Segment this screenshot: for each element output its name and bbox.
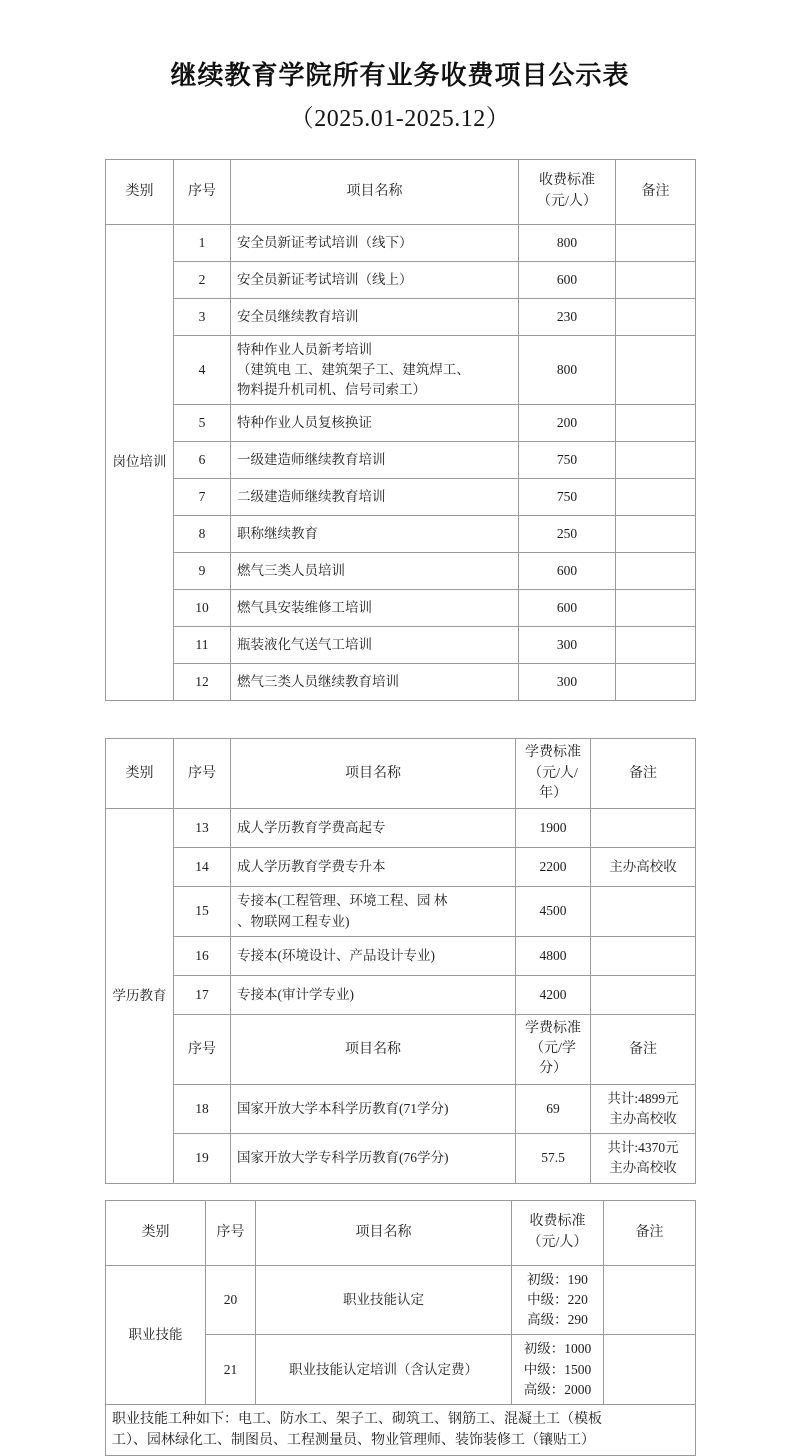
subheader-serial: 序号 <box>174 1014 231 1084</box>
row-item-name: 职称继续教育 <box>231 516 519 553</box>
table-row <box>106 887 696 937</box>
header-fee-line2: （元/人） <box>527 1234 588 1250</box>
header-fee-line1: 收费标准 <box>529 1214 586 1230</box>
fee-level-intermediate: 中级：1500 <box>523 1361 592 1377</box>
row-fee: 69 <box>516 1084 591 1134</box>
subheader-item-name: 项目名称 <box>231 1014 516 1084</box>
table-1-header-row <box>106 159 696 224</box>
row-item-name: 安全员新证考试培训（线下） <box>231 224 519 261</box>
row-item-name: 燃气三类人员培训 <box>231 553 519 590</box>
fee-level-intermediate: 中级：220 <box>527 1291 588 1307</box>
header-item-name: 项目名称 <box>231 159 519 224</box>
row-serial: 4 <box>174 335 231 405</box>
row-item-name: 国家开放大学本科学历教育(71学分) <box>231 1084 516 1134</box>
row-note <box>591 936 696 975</box>
row-item-name: 特种作业人员复核换证 <box>231 405 519 442</box>
item-name-line2: （建筑电 工、建筑架子工、建筑焊工、 <box>237 361 470 377</box>
header-fee-standard <box>512 1200 604 1265</box>
row-serial: 21 <box>206 1335 256 1405</box>
category-cell-academic-education: 学历教育 <box>106 809 174 1183</box>
category-cell-post-training: 岗位培训 <box>106 224 174 701</box>
note-line1: 共计:4370元 <box>607 1140 679 1156</box>
row-serial: 16 <box>174 936 231 975</box>
row-fee: 750 <box>519 442 616 479</box>
row-serial: 10 <box>174 590 231 627</box>
table-row <box>106 553 696 590</box>
row-serial: 7 <box>174 479 231 516</box>
row-fee: 300 <box>519 627 616 664</box>
fee-level-junior: 初级：190 <box>527 1271 588 1287</box>
table-2-subheader-row <box>106 1014 696 1084</box>
row-serial: 17 <box>174 975 231 1014</box>
table-row <box>106 975 696 1014</box>
row-fee <box>512 1265 604 1335</box>
row-note <box>591 887 696 937</box>
row-fee: 57.5 <box>516 1134 591 1184</box>
row-serial: 1 <box>174 224 231 261</box>
table-row <box>106 809 696 848</box>
fee-level-junior: 初级：1000 <box>523 1341 592 1357</box>
header-fee-standard <box>519 159 616 224</box>
row-note <box>616 516 696 553</box>
row-fee: 1900 <box>516 809 591 848</box>
row-note <box>591 1084 696 1134</box>
subheader-fee-line2: （元/学分） <box>530 1041 576 1077</box>
row-item-name: 国家开放大学专科学历教育(76学分) <box>231 1134 516 1184</box>
table-row <box>106 590 696 627</box>
header-tuition-standard <box>516 739 591 809</box>
row-serial: 9 <box>174 553 231 590</box>
row-item-name: 燃气三类人员继续教育培训 <box>231 664 519 701</box>
table-row <box>106 516 696 553</box>
row-fee: 300 <box>519 664 616 701</box>
row-fee: 4200 <box>516 975 591 1014</box>
table-row <box>106 664 696 701</box>
row-fee <box>512 1335 604 1405</box>
header-note: 备注 <box>604 1200 696 1265</box>
row-fee: 4800 <box>516 936 591 975</box>
table-3-wrapper <box>105 1200 695 1456</box>
subheader-tuition-standard <box>516 1014 591 1084</box>
header-note: 备注 <box>591 739 696 809</box>
header-fee-line1: 收费标准 <box>539 173 595 189</box>
row-serial: 19 <box>174 1134 231 1184</box>
row-note <box>616 405 696 442</box>
footer-note-line2: 工）、园林绿化工、制图员、工程测量员、物业管理师、装饰装修工（镶贴工） <box>112 1433 595 1449</box>
row-serial: 12 <box>174 664 231 701</box>
header-serial: 序号 <box>206 1200 256 1265</box>
header-serial: 序号 <box>174 739 231 809</box>
fee-table-vocational-skills <box>105 1200 696 1456</box>
row-serial: 13 <box>174 809 231 848</box>
row-fee: 800 <box>519 335 616 405</box>
subheader-fee-line1: 学费标准 <box>525 1020 581 1036</box>
row-serial: 3 <box>174 298 231 335</box>
header-category: 类别 <box>106 739 174 809</box>
page-title: 继续教育学院所有业务收费项目公示表 <box>170 61 630 90</box>
table-1-wrapper <box>105 159 695 702</box>
row-note <box>616 627 696 664</box>
category-cell-vocational-skills: 职业技能 <box>106 1265 206 1405</box>
table-row <box>106 224 696 261</box>
row-item-name: 安全员继续教育培训 <box>231 298 519 335</box>
row-serial: 6 <box>174 442 231 479</box>
row-serial: 5 <box>174 405 231 442</box>
fee-table-post-training <box>105 159 696 702</box>
fee-level-senior: 高级：2000 <box>523 1381 592 1397</box>
row-item-name <box>231 887 516 937</box>
page-subtitle: （2025.01-2025.12） <box>289 106 511 133</box>
table-row <box>106 848 696 887</box>
row-note <box>591 975 696 1014</box>
row-item-name: 职业技能认定 <box>256 1265 512 1335</box>
item-name-line1: 特种作业人员新考培训 <box>237 341 372 357</box>
row-item-name: 成人学历教育学费高起专 <box>231 809 516 848</box>
subheader-note: 备注 <box>591 1014 696 1084</box>
header-note: 备注 <box>616 159 696 224</box>
row-serial: 11 <box>174 627 231 664</box>
row-note <box>616 479 696 516</box>
table-2-header-row <box>106 739 696 809</box>
note-line2: 主办高校收 <box>609 1160 677 1176</box>
row-note <box>616 590 696 627</box>
row-note: 主办高校收 <box>591 848 696 887</box>
row-note <box>616 553 696 590</box>
table-row <box>106 627 696 664</box>
row-note <box>591 1134 696 1184</box>
row-item-name: 瓶装液化气送气工培训 <box>231 627 519 664</box>
row-serial: 8 <box>174 516 231 553</box>
header-item-name: 项目名称 <box>256 1200 512 1265</box>
row-fee: 750 <box>519 479 616 516</box>
table-row <box>106 1265 696 1335</box>
row-item-name <box>231 335 519 405</box>
row-note <box>604 1335 696 1405</box>
row-serial: 20 <box>206 1265 256 1335</box>
item-name-line3: 物料提升机司机、信号司索工） <box>237 382 426 398</box>
table-3-header-row <box>106 1200 696 1265</box>
header-fee-line2: （元/人） <box>537 193 597 209</box>
row-note <box>616 442 696 479</box>
row-note <box>604 1265 696 1335</box>
row-note <box>616 261 696 298</box>
table-row <box>106 261 696 298</box>
row-fee: 600 <box>519 261 616 298</box>
row-note <box>591 809 696 848</box>
row-fee: 800 <box>519 224 616 261</box>
row-fee: 2200 <box>516 848 591 887</box>
row-serial: 18 <box>174 1084 231 1134</box>
header-category: 类别 <box>106 159 174 224</box>
row-serial: 15 <box>174 887 231 937</box>
row-item-name: 专接本(审计学专业) <box>231 975 516 1014</box>
row-fee: 600 <box>519 590 616 627</box>
row-note <box>616 664 696 701</box>
table-row <box>106 405 696 442</box>
vocational-skills-footer-note <box>106 1405 696 1456</box>
header-fee-line2: （元/人/年） <box>528 765 578 802</box>
row-item-name: 成人学历教育学费专升本 <box>231 848 516 887</box>
row-note <box>616 298 696 335</box>
row-serial: 2 <box>174 261 231 298</box>
row-note <box>616 335 696 405</box>
row-fee: 200 <box>519 405 616 442</box>
header-serial: 序号 <box>174 159 231 224</box>
header-category: 类别 <box>106 1200 206 1265</box>
fee-level-senior: 高级：290 <box>527 1312 588 1328</box>
title-block <box>0 0 800 137</box>
row-fee: 4500 <box>516 887 591 937</box>
table-2-wrapper <box>105 738 695 1183</box>
row-serial: 14 <box>174 848 231 887</box>
row-item-name: 一级建造师继续教育培训 <box>231 442 519 479</box>
footer-note-line1: 职业技能工种如下：电工、防水工、架子工、砌筑工、钢筋工、混凝土工（模板 <box>112 1412 602 1428</box>
footer-note-row <box>106 1405 696 1456</box>
note-line1: 共计:4899元 <box>607 1090 679 1106</box>
note-line2: 主办高校收 <box>609 1110 677 1126</box>
table-row <box>106 936 696 975</box>
row-item-name: 职业技能认定培训（含认定费） <box>256 1335 512 1405</box>
header-fee-line1: 学费标准 <box>525 745 581 761</box>
header-item-name: 项目名称 <box>231 739 516 809</box>
item-name-line1: 专接本(工程管理、环境工程、园 林 <box>237 893 448 909</box>
row-note <box>616 224 696 261</box>
table-row <box>106 1084 696 1134</box>
item-name-line2: 、物联网工程专业) <box>237 913 350 929</box>
row-item-name: 专接本(环境设计、产品设计专业) <box>231 936 516 975</box>
table-row <box>106 479 696 516</box>
table-row <box>106 335 696 405</box>
row-fee: 230 <box>519 298 616 335</box>
row-item-name: 燃气具安装维修工培训 <box>231 590 519 627</box>
row-item-name: 安全员新证考试培训（线上） <box>231 261 519 298</box>
row-item-name: 二级建造师继续教育培训 <box>231 479 519 516</box>
row-fee: 600 <box>519 553 616 590</box>
table-row <box>106 1134 696 1184</box>
fee-table-academic-education <box>105 738 696 1183</box>
table-row <box>106 298 696 335</box>
table-row <box>106 442 696 479</box>
row-fee: 250 <box>519 516 616 553</box>
